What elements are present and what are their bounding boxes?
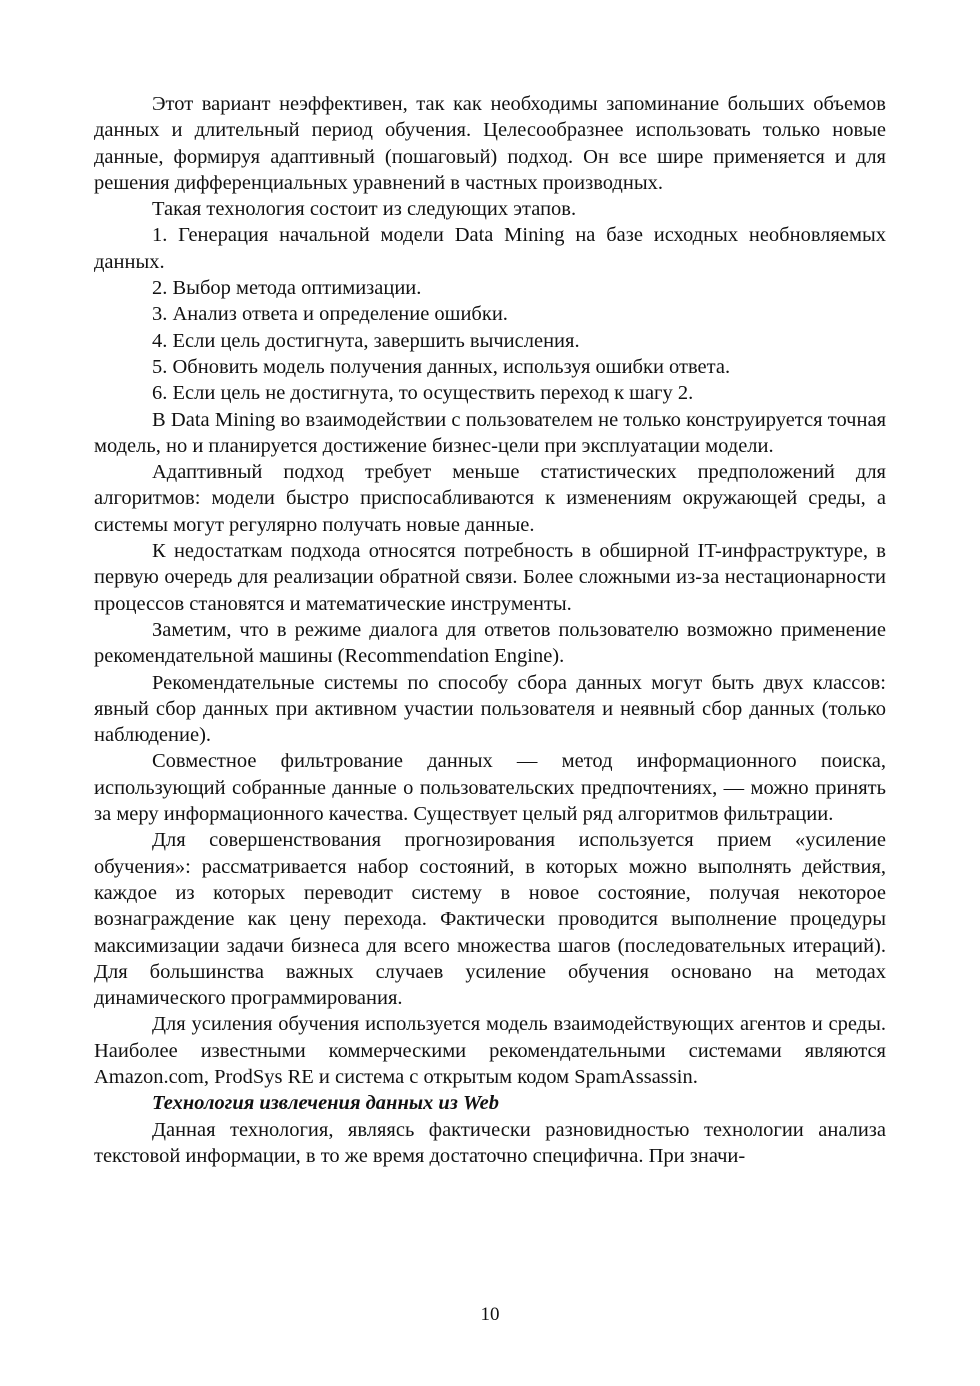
paragraph: К недостаткам подхода относятся потребность в обширной IT-инфраструктуре, в первую очередь для реализации обратной связи. Более сложными из-за нестационарности процессов становятся и математические инструменты. — [94, 540, 886, 615]
paragraph: В Data Mining во взаимодействии с пользователем не только конструируется точная модель, но и планируется достижение бизнес-цели при эксплуатации модели. — [94, 408, 886, 457]
paragraph: Совместное фильтрование данных — метод информационного поиска, использующий собранные данные о пользовательских предпочтениях, — можно принять за меру информационного качества. Существует целый ряд алгоритмов фильтрации. — [94, 750, 886, 826]
list-item: 1. Генерация начальной модели Data Mining на базе исходных необновляемых данных. — [94, 224, 886, 273]
paragraph: Данная технология, являясь фактически разновидностью технологии анализа текстовой информации, в то же время достаточно специфична. При значи- — [94, 1118, 886, 1167]
paragraph: Такая технология состоит из следующих этапов. — [152, 198, 577, 221]
paragraph: Адаптивный подход требует меньше статистических предположений для алгоритмов: модели быстро приспосабливаются к изменениям окружающей среды, а системы могут регулярно получать новые данные. — [94, 461, 886, 536]
section-heading: Технология извлечения данных из Web — [152, 1092, 499, 1115]
page-number: 10 — [480, 1304, 500, 1325]
list-item: 2. Выбор метода оптимизации. — [152, 277, 422, 300]
list-item: 6. Если цель не достигнута, то осуществить переход к шагу 2. — [152, 382, 694, 405]
paragraph: Заметим, что в режиме диалога для ответов пользователю возможно применение рекомендательной машины (Recommendation Engine). — [94, 618, 886, 668]
list-item: 4. Если цель достигнута, завершить вычисления. — [152, 329, 580, 352]
paragraph: Для усиления обучения используется модель взаимодействующих агентов и среды. Наиболее известными коммерческими рекомендательными системами являются Amazon.com, ProdSys RE и система с открытым кодом SpamAssassin. — [94, 1013, 886, 1088]
paragraph: Рекомендательные системы по способу сбора данных могут быть двух классов: явный сбор данных при активном участии пользователя и неявный сбор данных (только наблюдение). — [94, 671, 886, 747]
list-item: 3. Анализ ответа и определение ошибки. — [152, 303, 508, 326]
list-item: 5. Обновить модель получения данных, используя ошибки ответа. — [152, 355, 731, 378]
page-body — [94, 91, 886, 1169]
paragraph: Этот вариант неэффективен, так как необходимы запоминание больших объемов данных и длительный период обучения. Целесообразнее использовать только новые данные, формируя адаптивный (пошаговый) подход. Он все шире применяется и для решения дифференциальных уравнений в частных производных. — [94, 93, 886, 194]
paragraph: Для совершенствования прогнозирования используется прием «усиление обучения»: рассматривается набор состояний, в которых можно выполнять действия, каждое из которых переводит систему в новое состояние, получая некоторое вознаграждение как цену перехода. Фактически проводится выполнение процедуры максимизации задачи бизнеса для всего множества шагов (последовательных итераций). Для большинства важных случаев усиление обучения основано на методах динамического программирования. — [94, 829, 886, 1010]
